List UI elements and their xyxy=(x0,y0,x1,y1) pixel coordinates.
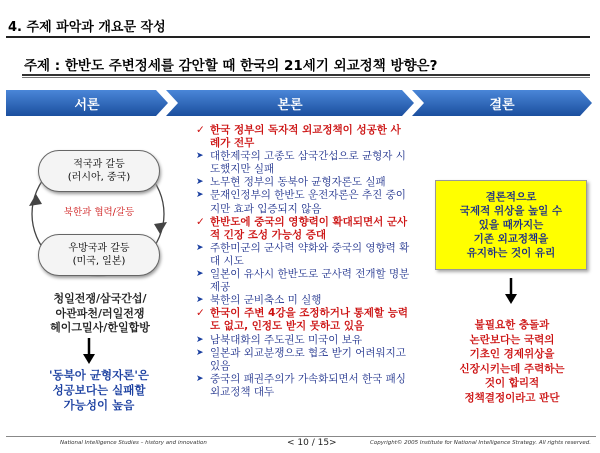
conclusion-text-line3: 기초인 경제위상을 xyxy=(469,348,555,361)
bullet-text: 북한의 군비축소 미 실행 xyxy=(210,294,322,307)
bullet-text: 문재인정부의 한반도 운전자론은 추진 중이지만 효과 입증되지 않음 xyxy=(210,189,406,215)
body-sub-point xyxy=(196,150,410,176)
bullet-text: 한반도에 중국의 영향력이 확대되면서 군사적 긴장 조성 가능성 증대 xyxy=(210,215,408,241)
conclusion-box-line1: 결론적으로 xyxy=(485,191,537,203)
body-sub-point xyxy=(196,176,410,189)
intro-conclusion-line3: 가능성이 높음 xyxy=(63,398,135,412)
arrow-right-icon: ➤ xyxy=(196,373,204,384)
topic-divider xyxy=(22,74,590,76)
body-sub-point xyxy=(196,268,410,294)
cycle-arrowhead-right xyxy=(154,222,167,234)
bullet-text: 노무현 정부의 동북아 균형자론도 실패 xyxy=(210,176,386,189)
body-main-point xyxy=(196,216,410,242)
topic-prefix: 주제 : 한반도 주변정세를 감안할 때 한국의 xyxy=(24,58,284,74)
footer-left: National Intelligence Studies – history and innovation xyxy=(60,440,207,446)
conclusion-text-line5: 것이 합리적 xyxy=(484,377,540,390)
arrow-right-icon: ➤ xyxy=(196,334,204,345)
arrow-right-icon: ➤ xyxy=(196,242,204,253)
pill-ally-conflict xyxy=(38,234,160,276)
body-sub-point xyxy=(196,334,410,347)
topic-number: 21 xyxy=(284,58,303,74)
check-icon: ✓ xyxy=(196,124,205,136)
conclusion-text-line4: 신장시키는데 주력하는 xyxy=(459,362,565,375)
topic-divider-thin xyxy=(22,77,590,78)
bullet-text: 중국의 패권주의가 가속화되면서 한국 패싱 외교정책 대두 xyxy=(210,372,406,398)
body-bullet-list xyxy=(196,124,410,399)
events-line2: 아관파천/러일전쟁 xyxy=(55,306,145,320)
bullet-text: 대한제국의 고종도 삼국간섭으로 균형자 시도했지만 실패 xyxy=(210,150,406,176)
arrow-right-icon: ➤ xyxy=(196,269,204,280)
conclusion-box xyxy=(435,180,587,270)
header-intro xyxy=(6,90,168,116)
pill-ally-line1: 우방국과 갈등 xyxy=(68,243,130,254)
footer-copyright: Copyright© 2005 Institute for National Intelligence Strategy. All rights reserved. xyxy=(370,440,591,446)
title-divider xyxy=(6,36,590,38)
pill-adversary-conflict xyxy=(38,150,160,192)
body-sub-point xyxy=(196,189,410,215)
conclusion-text xyxy=(430,318,594,406)
arrow-right-icon: ➤ xyxy=(196,151,204,162)
header-body-label: 본론 xyxy=(277,97,303,113)
intro-conclusion-line2: 성공보다는 실패할 xyxy=(52,383,146,397)
footer-divider xyxy=(6,436,596,437)
body-sub-point xyxy=(196,242,410,268)
down-arrow-icon xyxy=(504,278,518,304)
body-main-point xyxy=(196,307,410,333)
section-title: 4. 주제 파악과 개요문 작성 xyxy=(8,20,166,35)
cycle-label: 북한과 협력/갈등 xyxy=(63,207,135,218)
pill-adversary-line2: (러시아, 중국) xyxy=(67,172,131,183)
bullet-text: 한국이 주변 4강을 조정하거나 통제할 능력도 없고, 인정도 받지 못하고 있음 xyxy=(210,307,409,333)
header-conclusion-label: 결론 xyxy=(489,97,515,113)
check-icon: ✓ xyxy=(196,307,205,320)
bullet-text: 일본과 외교분쟁으로 협조 받기 어려워지고 있음 xyxy=(210,346,406,372)
body-sub-point xyxy=(196,294,410,307)
body-sub-point xyxy=(196,373,410,399)
intro-conclusion xyxy=(14,368,184,413)
conclusion-text-line2: 논란보다는 국력의 xyxy=(469,333,555,346)
arrow-right-icon: ➤ xyxy=(196,347,204,358)
historical-events xyxy=(30,292,170,336)
intro-conclusion-line1: '동북아 균형자론'은 xyxy=(49,368,149,382)
arrow-right-icon: ➤ xyxy=(196,190,204,201)
conclusion-box-line5: 유지하는 것이 유리 xyxy=(466,247,556,259)
bullet-text: 일본이 유사시 한반도로 군사력 전개할 명분 제공 xyxy=(210,268,410,294)
conclusion-text-line1: 불필요한 충돌과 xyxy=(474,319,550,331)
arrow-right-icon: ➤ xyxy=(196,177,204,188)
header-intro-label: 서론 xyxy=(74,97,100,113)
pill-ally-line2: (미국, 일본) xyxy=(72,256,126,267)
bullet-text: 한국 정부의 독자적 외교정책이 성공한 사례가 전무 xyxy=(210,124,401,150)
header-conclusion xyxy=(412,90,592,116)
events-line1: 청일전쟁/삼국간섭/ xyxy=(53,292,147,305)
body-sub-point xyxy=(196,347,410,373)
arrow-right-icon: ➤ xyxy=(196,295,204,306)
events-line3: 헤이그밀사/한일합방 xyxy=(50,321,150,334)
page-number: < 10 / 15> xyxy=(287,438,337,448)
header-body xyxy=(166,90,414,116)
conclusion-box-line2: 국제적 위상을 높일 수 xyxy=(459,205,563,217)
check-icon: ✓ xyxy=(196,215,205,228)
conclusion-box-line3: 있을 때까지는 xyxy=(478,219,544,231)
down-arrow-icon xyxy=(82,338,96,364)
body-main-point xyxy=(196,124,410,150)
bullet-text: 주한미군의 군사력 약화와 중국의 영향력 확대 시도 xyxy=(210,241,410,267)
topic-suffix: 세기 외교정책 방향은? xyxy=(302,58,438,74)
conclusion-box-line4: 기존 외교정책을 xyxy=(473,233,549,245)
topic-heading xyxy=(24,54,437,74)
bullet-text: 남북대화의 주도권도 미국이 보유 xyxy=(210,333,363,346)
conclusion-text-line6: 정책결정이라고 판단 xyxy=(464,391,560,404)
pill-adversary-line1: 적국과 갈등 xyxy=(73,159,125,170)
